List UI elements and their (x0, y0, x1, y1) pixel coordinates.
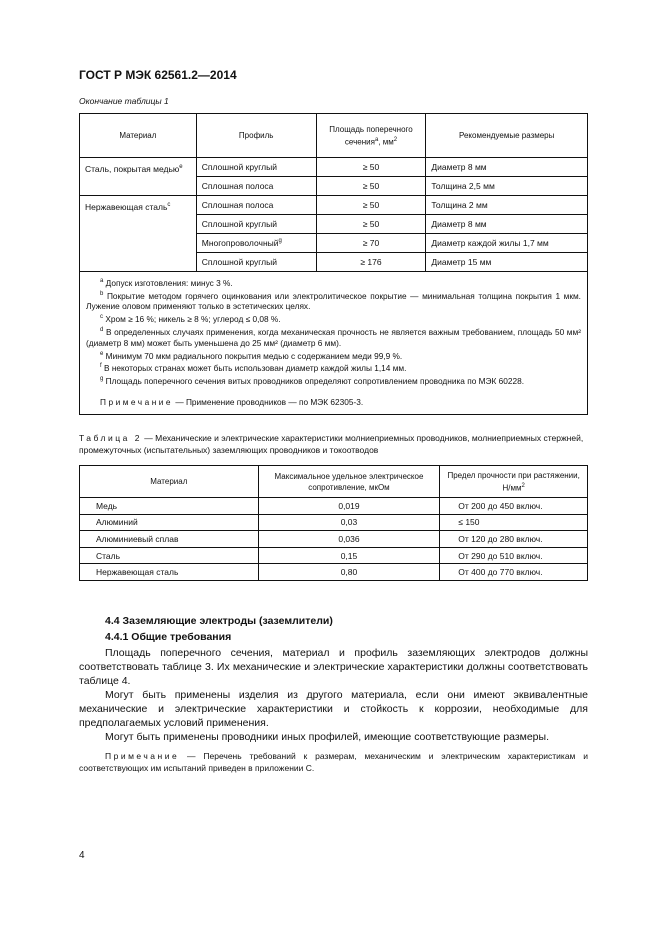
strength-cell: От 290 до 510 включ. (440, 547, 588, 564)
footnote: $^d$ В определенных случаях применения, когда механическая прочность не является важным требованием, площадь 50 мм² (диаметр 8 мм) может быть уменьшена до 25 мм² (диаметр 6 мм). (86, 326, 581, 348)
size-cell: Диаметр 8 мм (426, 158, 588, 177)
area-cell: ≥ 70 (316, 234, 426, 253)
table-row (80, 158, 588, 177)
profile-cell: Сплошная полоса (196, 177, 316, 196)
size-cell: Диаметр 15 мм (426, 253, 588, 272)
size-cell: Толщина 2 мм (426, 196, 588, 215)
profile-cell: Сплошной круглый (196, 215, 316, 234)
resistance-cell: 0,80 (258, 564, 440, 581)
footnotes-cell (80, 272, 588, 415)
size-cell: Диаметр 8 мм (426, 215, 588, 234)
subsection-heading: 4.4.1 Общие требования (105, 631, 232, 643)
table2-caption: Таблица 2 — Механические и электрические характеристики молниеприемных проводников, молниеприемных стержней, промежуточных (испытательных) заземляющих проводников и токоотводов (79, 433, 584, 455)
table-row (80, 514, 588, 531)
table-1 (79, 113, 588, 415)
strength-cell: От 200 до 450 включ. (440, 498, 588, 515)
profile-cell: Сплошной круглый (196, 158, 316, 177)
material-cell: Алюминий (80, 514, 259, 531)
column-header: Максимальное удельное электрическое сопротивление, мкОм (258, 466, 440, 498)
column-header: Предел прочности при растяжении, $Н/мм^2$ (440, 466, 588, 498)
table-row (80, 196, 588, 215)
table-row (80, 498, 588, 515)
table-row (80, 564, 588, 581)
area-cell: ≥ 50 (316, 215, 426, 234)
material-cell: Медь (80, 498, 259, 515)
section-note: Примечание — Перечень требований к размерам, механическим и электрическим характеристикам и соответствующих им испытаний приведен в приложении С. (79, 751, 588, 773)
material-cell: Сталь (80, 547, 259, 564)
footnote: $^c$ Хром ≥ 16 %; никель ≥ 8 %; углерод ≤ 0,08 %. (100, 314, 281, 325)
resistance-cell: 0,036 (258, 531, 440, 548)
resistance-cell: 0,15 (258, 547, 440, 564)
column-header: Материал (80, 114, 197, 158)
footnote: $^a$ Допуск изготовления: минус 3 %. (100, 277, 233, 288)
table-row (80, 547, 588, 564)
profile-cell: Многопроволочный$^g$ (196, 234, 316, 253)
material-cell: Сталь, покрытая медью$^e$ (80, 158, 197, 196)
size-cell: Толщина 2,5 мм (426, 177, 588, 196)
table-2 (79, 465, 588, 581)
paragraph: Могут быть применены изделия из другого материала, если они имеют эквивалентные механические и электрические характеристики и стойкость к коррозии, необходимые для предполагаемых условий применения. (79, 689, 588, 729)
paragraph: Могут быть применены проводники иных профилей, имеющие соответствующие размеры. (105, 731, 549, 743)
profile-cell: Сплошной круглый (196, 253, 316, 272)
section-heading: 4.4 Заземляющие электроды (заземлители) (105, 615, 333, 627)
column-header: Рекомендуемые размеры (426, 114, 588, 158)
material-cell: Нержавеющая сталь$^c$ (80, 196, 197, 272)
strength-cell: От 120 до 280 включ. (440, 531, 588, 548)
section-4-4 (79, 614, 588, 774)
area-cell: ≥ 50 (316, 177, 426, 196)
resistance-cell: 0,019 (258, 498, 440, 515)
footnote: $^f$ В некоторых странах может быть использован диаметр каждой жилы 1,14 мм. (100, 362, 407, 373)
page-number: 4 (79, 850, 85, 861)
material-cell: Нержавеющая сталь (80, 564, 259, 581)
strength-cell: От 400 до 770 включ. (440, 564, 588, 581)
footnote: $^b$ Покрытие методом горячего оцинкования или электролитическое покрытие — минимальная толщина покрытия 1 мкм. Лужение оловом применяют только в эстетических целях. (86, 290, 581, 312)
column-header: Материал (80, 466, 259, 498)
table1-continuation-caption: Окончание таблицы 1 (79, 96, 169, 106)
table-row (80, 531, 588, 548)
resistance-cell: 0,03 (258, 514, 440, 531)
footnotes-row (80, 272, 588, 415)
area-cell: ≥ 50 (316, 158, 426, 177)
table-note: Примечание — Применение проводников — по МЭК 62305-3. (100, 396, 364, 407)
column-header: Профиль (196, 114, 316, 158)
table-header-row (80, 114, 588, 158)
footnote: $^e$ Минимум 70 мкм радиального покрытия медью с содержанием меди 99,9 %. (100, 350, 403, 361)
document-header: ГОСТ Р МЭК 62561.2—2014 (79, 68, 237, 82)
table-header-row (80, 466, 588, 498)
area-cell: ≥ 176 (316, 253, 426, 272)
strength-cell: ≤ 150 (440, 514, 588, 531)
paragraph: Площадь поперечного сечения, материал и профиль заземляющих электродов должны соответствовать таблице 3. Их механические и электрические характеристики должны соответствовать таблице 4. (79, 647, 588, 687)
profile-cell: Сплошная полоса (196, 196, 316, 215)
area-cell: ≥ 50 (316, 196, 426, 215)
column-header: Площадь поперечного сечения$^a$, $мм^2$ (316, 114, 426, 158)
material-cell: Алюминиевый сплав (80, 531, 259, 548)
footnote: $^g$ Площадь поперечного сечения витых проводников определяют сопротивлением проводника по МЭК 60228. (100, 375, 525, 386)
size-cell: Диаметр каждой жилы 1,7 мм (426, 234, 588, 253)
